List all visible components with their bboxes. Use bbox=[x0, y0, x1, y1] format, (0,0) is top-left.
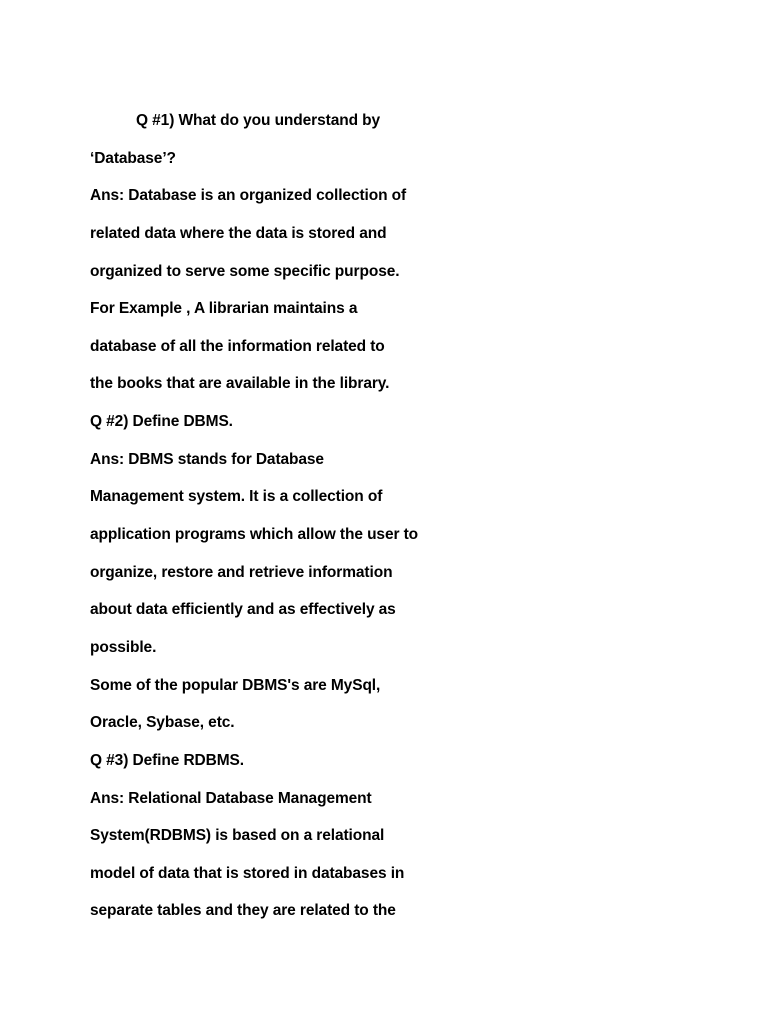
question-2-line: Q #2) Define DBMS. bbox=[90, 413, 233, 431]
answer-1-line-6: the books that are available in the library. bbox=[90, 375, 390, 393]
answer-2-line-6: possible. bbox=[90, 638, 157, 656]
answer-2-line-3: application programs which allow the user to bbox=[90, 526, 419, 544]
document-body bbox=[90, 102, 450, 930]
question-1-line-1: Q #1) What do you understand by bbox=[136, 112, 381, 129]
answer-2-line-7: Some of the popular DBMS's are MySql, bbox=[90, 676, 381, 694]
answer-2-line-1: Ans: DBMS stands for Database bbox=[90, 450, 324, 468]
answer-2-line-4: organize, restore and retrieve information bbox=[90, 563, 393, 581]
answer-1-line-1: Ans: Database is an organized collection of bbox=[90, 187, 407, 205]
answer-2-line-5: about data efficiently and as effectively as bbox=[90, 601, 396, 619]
answer-3-line-3: model of data that is stored in databases in bbox=[90, 864, 405, 882]
answer-1-line-4: For Example , A librarian maintains a bbox=[90, 300, 358, 318]
answer-2-line-2: Management system. It is a collection of bbox=[90, 488, 383, 506]
question-1-line-2: ‘Database’? bbox=[90, 149, 176, 167]
answer-3-line-2: System(RDBMS) is based on a relational bbox=[90, 827, 385, 845]
answer-3-line-4: separate tables and they are related to the bbox=[90, 902, 396, 920]
answer-3-line-1: Ans: Relational Database Management bbox=[90, 789, 372, 807]
answer-1-line-2: related data where the data is stored and bbox=[90, 224, 387, 242]
answer-1-line-3: organized to serve some specific purpose. bbox=[90, 262, 400, 280]
question-3-line: Q #3) Define RDBMS. bbox=[90, 751, 244, 769]
answer-2-line-8: Oracle, Sybase, etc. bbox=[90, 714, 235, 732]
answer-1-line-5: database of all the information related to bbox=[90, 337, 385, 355]
